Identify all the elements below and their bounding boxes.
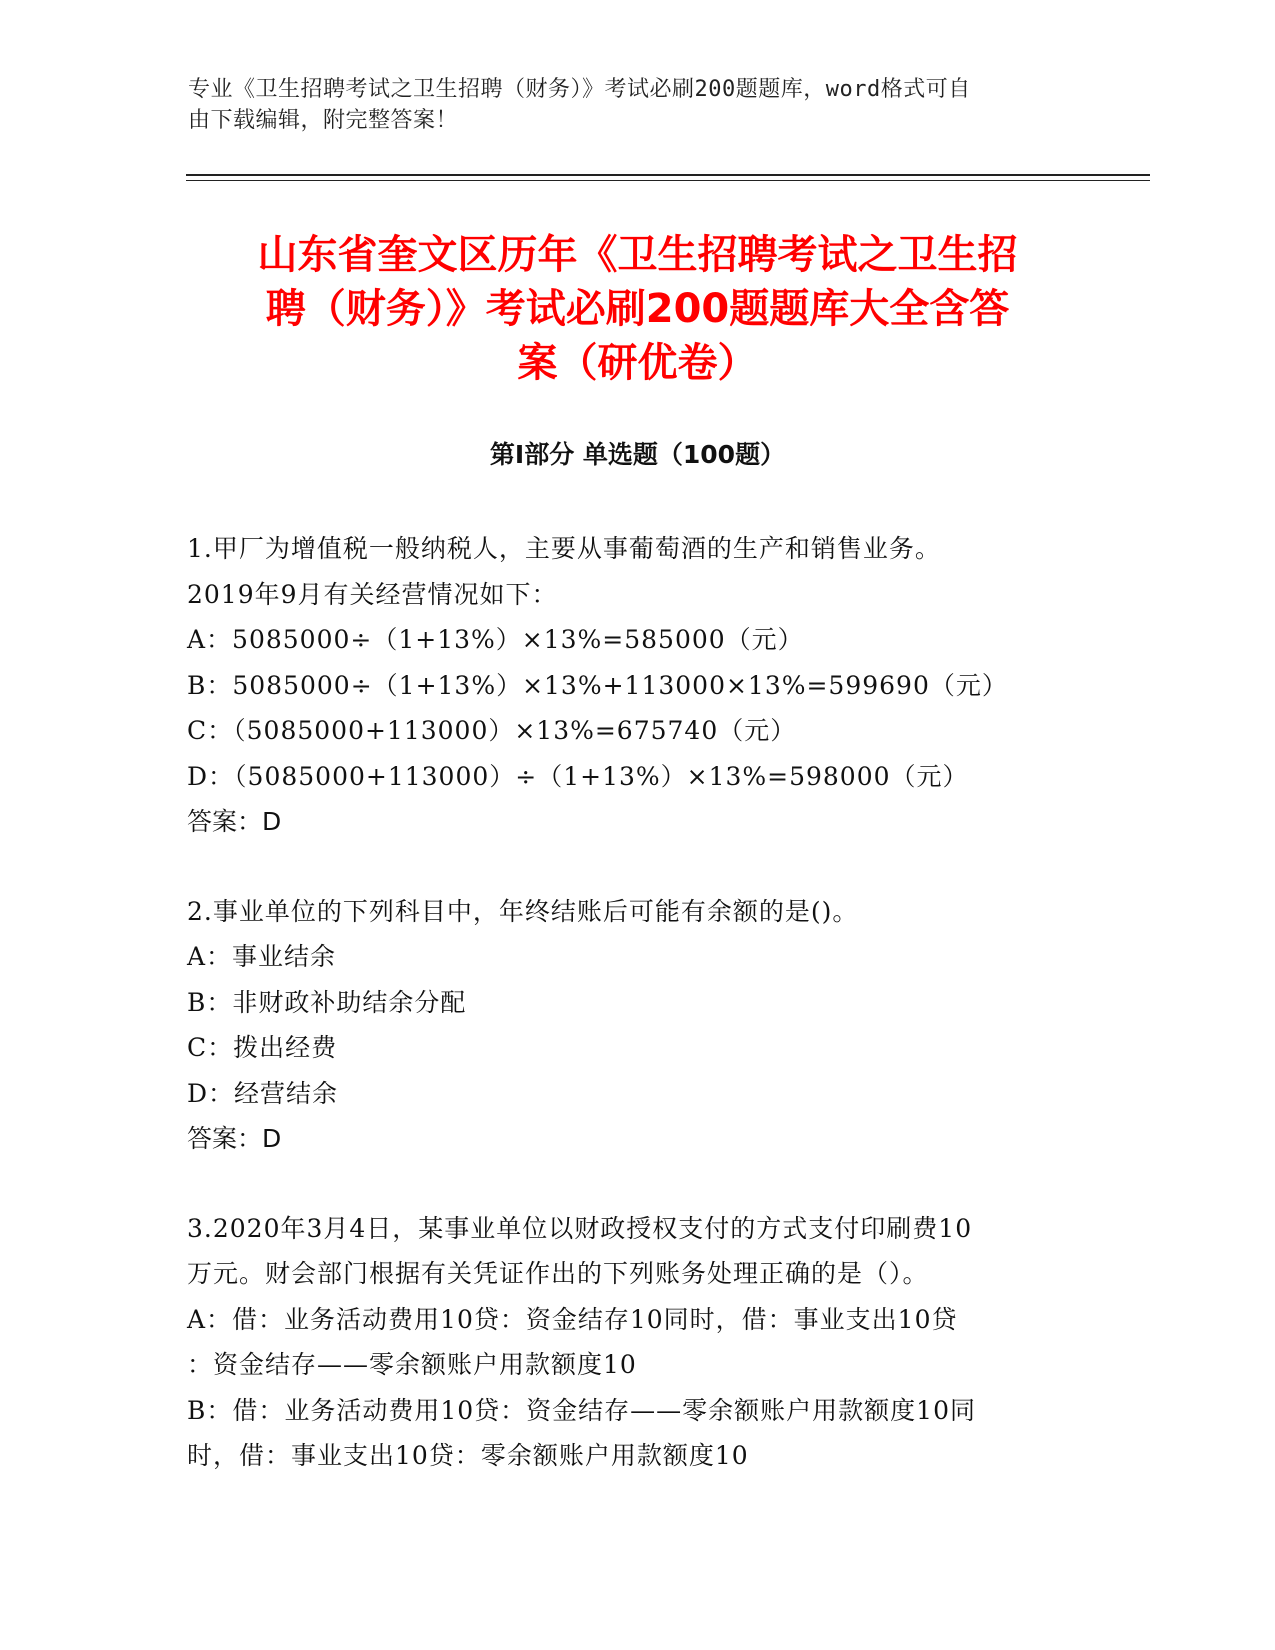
option-c: C：拨出经费	[187, 1033, 338, 1062]
question-stem-line: 2.事业单位的下列科目中，年终结账后可能有余额的是()。	[187, 896, 859, 926]
question-2	[187, 889, 1087, 1162]
option-a: A：5085000÷（1+13%）×13%=585000（元）	[187, 625, 804, 654]
header-note	[188, 74, 1088, 136]
document-title-line-1: 山东省奎文区历年《卫生招聘考试之卫生招	[257, 232, 1018, 278]
option-a-continued: ：资金结存——零余额账户用款额度10	[187, 1350, 637, 1379]
option-a: A：事业结余	[187, 942, 337, 971]
option-b-continued: 时，借：事业支出10贷：零余额账户用款额度10	[187, 1441, 749, 1470]
option-a: A：借：业务活动费用10贷：资金结存10同时，借：事业支出10贷	[187, 1304, 958, 1334]
question-list	[187, 526, 1087, 1523]
option-b: B：5085000÷（1+13%）×13%+113000×13%=599690（元）	[187, 670, 1008, 700]
question-stem-line: 3.2020年3月4日，某事业单位以财政授权支付的方式支付印刷费10	[187, 1213, 973, 1243]
option-b: B：非财政补助结余分配	[187, 987, 467, 1017]
question-stem-line: 1.甲厂为增值税一般纳税人，主要从事葡萄酒的生产和销售业务。	[187, 534, 941, 563]
option-d: D：（5085000+113000）÷（1+13%）×13%=598000（元）	[187, 761, 969, 791]
header-note-line-2: 由下载编辑，附完整答案！	[188, 108, 459, 133]
answer: 答案：D	[187, 807, 282, 836]
question-stem-line: 2019年9月有关经营情况如下：	[187, 579, 558, 609]
header-divider-thin	[186, 180, 1150, 181]
header-note-line-1: 专业《卫生招聘考试之卫生招聘（财务）》考试必刷200题题库，word格式可自	[188, 77, 971, 102]
section-heading: 第Ⅰ部分 单选题（100题）	[489, 440, 786, 469]
question-1	[187, 526, 1087, 845]
document-title	[150, 228, 1125, 390]
header-divider-thick	[186, 174, 1150, 176]
question-stem-line: 万元。财会部门根据有关凭证作出的下列账务处理正确的是（）。	[187, 1259, 929, 1288]
document-title-line-3: 案（研优卷）	[517, 340, 758, 386]
question-3	[187, 1206, 1087, 1479]
option-c: C：（5085000+113000）×13%=675740（元）	[187, 716, 797, 745]
answer: 答案：D	[187, 1124, 282, 1153]
document-title-line-2: 聘（财务）》考试必刷200题题库大全含答	[265, 286, 1010, 332]
option-b: B：借：业务活动费用10贷：资金结存——零余额账户用款额度10同	[187, 1395, 976, 1425]
option-d: D：经营结余	[187, 1078, 339, 1108]
